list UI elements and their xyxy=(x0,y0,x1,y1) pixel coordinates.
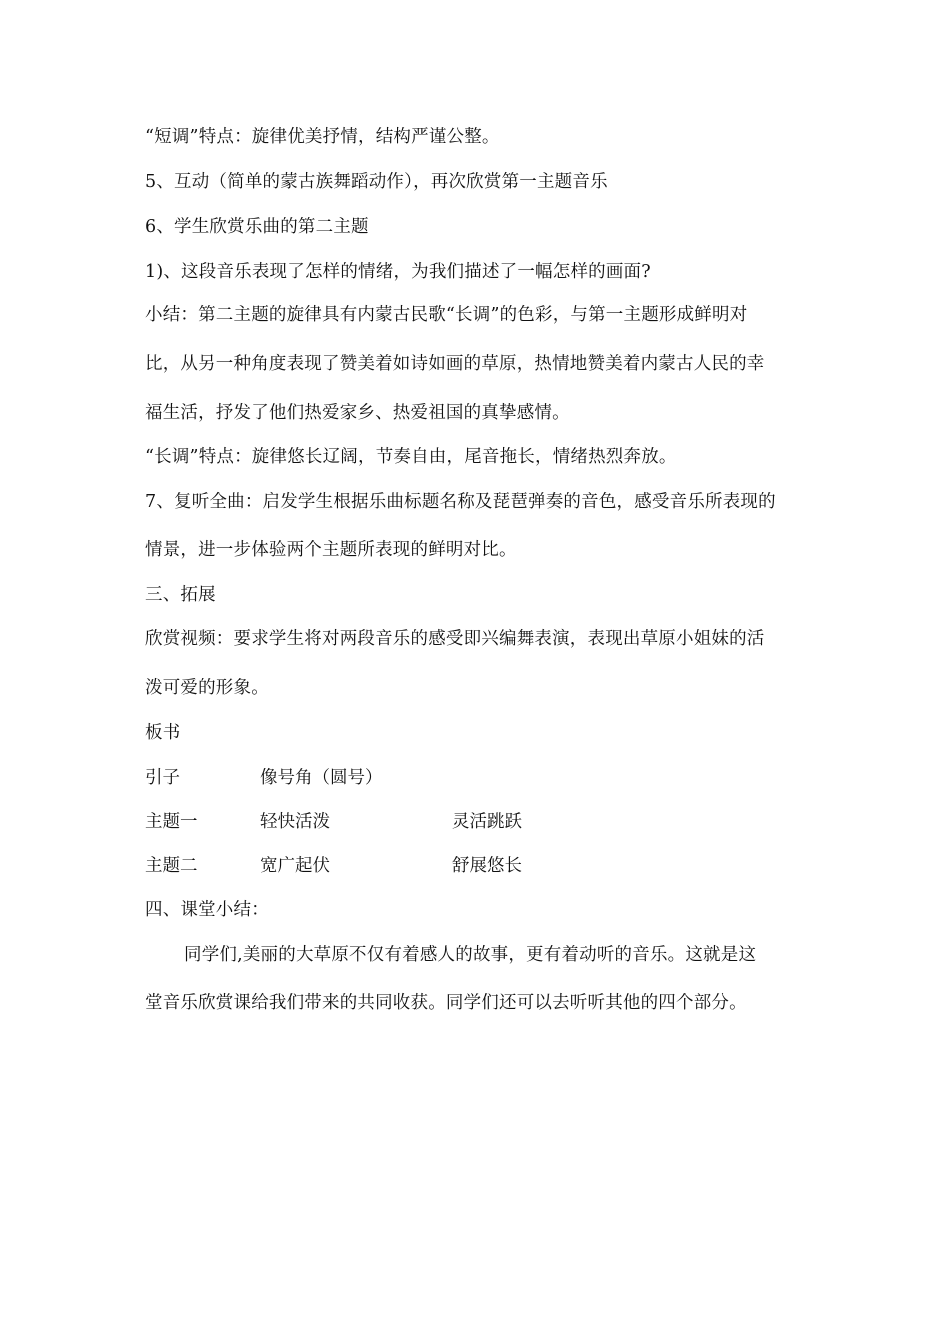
summary-line-2: 比，从另一种角度表现了赞美着如诗如画的草原，热情地赞美着内蒙古人民的幸 xyxy=(145,354,765,374)
board-heading: 板书 xyxy=(145,723,181,743)
step-6-second-theme: 6、学生欣赏乐曲的第二主题 xyxy=(145,217,369,237)
closing-paragraph-line-2: 堂音乐欣赏课给我们带来的共同收获。同学们还可以去听听其他的四个部分。 xyxy=(145,993,747,1013)
step-7-line-2: 情景，进一步体验两个主题所表现的鲜明对比。 xyxy=(145,540,517,560)
step-7-line-1: 7、复听全曲：启发学生根据乐曲标题名称及琵琶弹奏的音色，感受音乐所表现的 xyxy=(145,492,776,512)
short-tune-features: “短调”特点：旋律优美抒情，结构严谨公整。 xyxy=(145,127,500,147)
board-row-3-extra: 舒展悠长 xyxy=(452,856,522,876)
section-4-heading: 四、课堂小结： xyxy=(145,900,269,920)
board-row-1-label: 引子 xyxy=(145,768,180,788)
section-3-heading: 三、拓展 xyxy=(145,585,216,605)
board-row-2-label: 主题一 xyxy=(145,812,198,832)
question-1: 1)、这段音乐表现了怎样的情绪，为我们描述了一幅怎样的画面? xyxy=(145,262,651,282)
board-row-3-label: 主题二 xyxy=(145,856,198,876)
board-row-3-desc: 宽广起伏 xyxy=(260,856,330,876)
extension-line-1: 欣赏视频：要求学生将对两段音乐的感受即兴编舞表演，表现出草原小姐妹的活 xyxy=(145,629,765,649)
long-tune-features: “长调”特点：旋律悠长辽阔，节奏自由，尾音拖长，情绪热烈奔放。 xyxy=(145,447,677,467)
board-row-2-extra: 灵活跳跃 xyxy=(452,812,522,832)
step-5-interaction: 5、互动（简单的蒙古族舞蹈动作），再次欣赏第一主题音乐 xyxy=(145,172,608,192)
summary-line-1: 小结：第二主题的旋律具有内蒙古民歌“长调”的色彩，与第一主题形成鲜明对 xyxy=(145,305,748,325)
board-row-1-desc: 像号角（圆号） xyxy=(260,768,383,788)
board-row-2-desc: 轻快活泼 xyxy=(260,812,330,832)
closing-paragraph-line-1: 同学们,美丽的大草原不仅有着感人的故事，更有着动听的音乐。这就是这 xyxy=(184,945,757,965)
summary-line-3: 福生活，抒发了他们热爱家乡、热爱祖国的真挚感情。 xyxy=(145,403,570,423)
extension-line-2: 泼可爱的形象。 xyxy=(145,678,269,698)
